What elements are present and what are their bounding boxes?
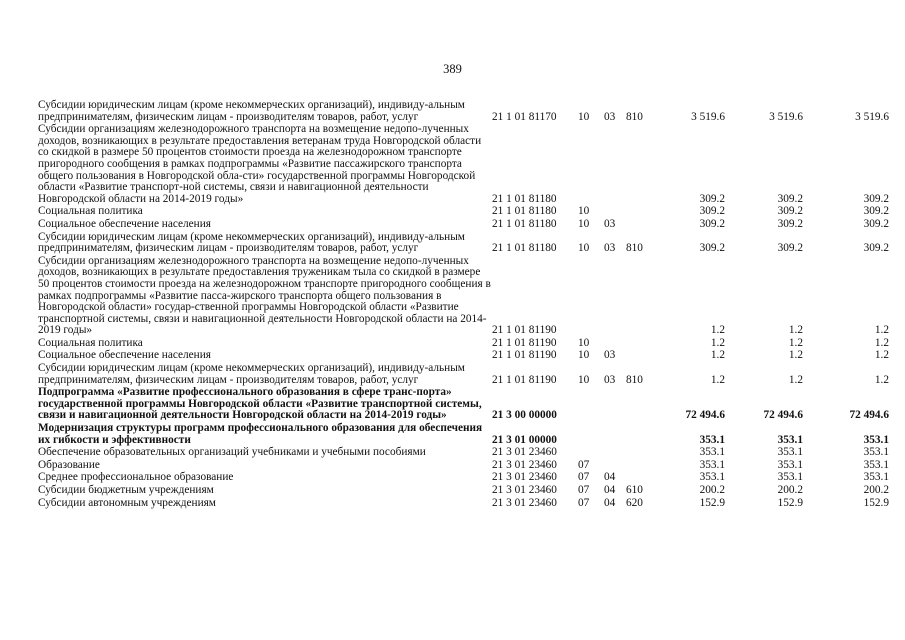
expense-type-code	[626, 205, 653, 218]
subsection-code	[604, 446, 626, 459]
amount-year-2: 3 519.6	[769, 110, 803, 123]
table-row	[38, 218, 889, 231]
expense-type-code: 810	[626, 110, 643, 123]
row-description: Среднее профессиональное образование	[38, 471, 234, 484]
row-description: Социальное обеспечение населения	[38, 349, 211, 362]
table-row	[38, 422, 889, 446]
amount-year-3: 309.2	[863, 242, 889, 255]
section-code: 10	[578, 217, 590, 230]
amount-year-3: 1.2	[874, 336, 889, 349]
row-description: Образование	[38, 458, 100, 471]
section-code	[578, 446, 604, 459]
table-row	[38, 231, 889, 255]
expense-type-code	[626, 422, 653, 446]
amount-year-3: 353.1	[863, 433, 889, 446]
expense-type-code	[626, 471, 653, 484]
amount-year-1: 1.2	[710, 349, 725, 362]
subsection-code: 04	[604, 471, 616, 484]
budget-table	[38, 100, 889, 509]
expense-type-code	[626, 255, 653, 337]
subsection-code	[604, 255, 626, 337]
section-code	[578, 422, 604, 446]
table-row	[38, 497, 889, 510]
amount-year-3: 353.1	[863, 458, 889, 471]
table-row	[38, 484, 889, 497]
amount-year-3: 1.2	[874, 373, 889, 386]
amount-year-2: 309.2	[777, 242, 803, 255]
table-row	[38, 386, 889, 422]
subsection-code	[604, 386, 626, 422]
expense-type-code	[626, 218, 653, 231]
amount-year-2: 152.9	[777, 496, 803, 509]
section-code: 07	[578, 496, 590, 509]
amount-year-3: 3 519.6	[855, 110, 889, 123]
amount-year-1: 3 519.6	[691, 110, 725, 123]
amount-year-1: 200.2	[699, 484, 725, 496]
expense-type-code	[626, 349, 653, 362]
section-code: 07	[578, 484, 590, 496]
subsection-code: 03	[604, 110, 616, 123]
target-code: 21 3 01 23460	[492, 471, 557, 484]
expense-type-code: 810	[626, 242, 643, 255]
row-description: Социальная политика	[38, 205, 143, 218]
page-number: 389	[443, 62, 462, 76]
amount-year-3: 309.2	[863, 205, 889, 218]
subsection-code	[604, 459, 626, 472]
amount-year-2: 1.2	[788, 373, 803, 386]
subsection-code: 03	[604, 349, 616, 362]
expense-type-code: 610	[626, 484, 643, 496]
section-code: 10	[578, 336, 590, 349]
amount-year-3: 353.1	[863, 471, 889, 484]
target-code: 21 1 01 81180	[492, 217, 557, 230]
expense-type-code	[626, 386, 653, 422]
subsection-code: 03	[604, 373, 616, 386]
section-code: 07	[578, 458, 590, 471]
row-description: Подпрограмма «Развитие профессионального образования в сфере транс-порта» государственной программы Новгородской области «Развитие транспортной системы, связи и навигационной деятельности Новгородской области на 2014-2019 годы»	[38, 386, 482, 422]
amount-year-2: 353.1	[777, 446, 803, 459]
target-code: 21 3 01 00000	[492, 433, 557, 446]
section-code: 10	[578, 373, 590, 386]
subsection-code: 03	[604, 242, 616, 255]
amount-year-2: 309.2	[777, 217, 803, 230]
amount-year-2: 353.1	[777, 433, 803, 446]
target-code: 21 3 01 23460	[492, 458, 557, 471]
section-code: 07	[578, 471, 590, 484]
amount-year-1: 1.2	[710, 336, 725, 349]
table-row	[38, 205, 889, 218]
table-row	[38, 362, 889, 386]
amount-year-1: 309.2	[699, 217, 725, 230]
target-code: 21 1 01 81180	[492, 192, 557, 205]
amount-year-1: 1.2	[710, 324, 725, 337]
subsection-code: 03	[604, 217, 616, 230]
table-row	[38, 446, 889, 459]
amount-year-2: 72 494.6	[763, 409, 803, 422]
table-row	[38, 255, 889, 337]
subsection-code: 04	[604, 484, 616, 496]
table-row	[38, 471, 889, 484]
target-code: 21 1 01 81190	[492, 349, 557, 362]
expense-type-code	[626, 123, 653, 205]
subsection-code	[604, 422, 626, 446]
table-row	[38, 349, 889, 362]
target-code: 21 3 00 00000	[492, 409, 557, 422]
section-code	[578, 386, 604, 422]
amount-year-1: 353.1	[699, 471, 725, 484]
amount-year-2: 1.2	[788, 336, 803, 349]
amount-year-1: 353.1	[699, 458, 725, 471]
amount-year-1: 152.9	[699, 496, 725, 509]
target-code: 21 1 01 81190	[492, 373, 557, 386]
table-row	[38, 459, 889, 472]
table-row	[38, 100, 889, 123]
amount-year-3: 309.2	[863, 192, 889, 205]
subsection-code	[604, 205, 626, 218]
amount-year-2: 309.2	[777, 192, 803, 205]
expense-type-code	[626, 459, 653, 472]
amount-year-1: 309.2	[699, 242, 725, 255]
expense-type-code	[626, 446, 653, 459]
target-code: 21 1 01 81170	[492, 110, 557, 123]
target-code: 21 1 01 81180	[492, 205, 557, 218]
amount-year-3: 1.2	[874, 324, 889, 337]
subsection-code: 04	[604, 496, 616, 509]
row-description: Субсидии организациям железнодорожного транспорта на возмещение недопо-лученных доходов, возникающих в результате предоставления ветеранам труда Новгородской области со скидкой в размере 50 процентов стоимости проезда на железнодорожном транспорте пригородного сообщения в рамках подпрограммы «Развитие пассажирского транспорта общего пользования в Новгородской обла-сти» государственной программы Новгородской области «Развитие транспорт-ной системы, связи и навигационной деятельности Новгородской области на 2014-2019 годы»	[38, 123, 482, 205]
amount-year-1: 309.2	[699, 205, 725, 218]
target-code: 21 3 01 23460	[492, 484, 557, 496]
subsection-code	[604, 123, 626, 205]
target-code: 21 1 01 81190	[492, 324, 557, 337]
target-code: 21 3 01 23460	[492, 446, 557, 459]
expense-type-code: 810	[626, 373, 643, 386]
expense-type-code	[626, 337, 653, 350]
target-code: 21 3 01 23460	[492, 496, 557, 509]
section-code	[578, 123, 604, 205]
amount-year-2: 1.2	[788, 324, 803, 337]
table-row	[38, 123, 889, 205]
amount-year-2: 200.2	[777, 484, 803, 496]
row-description: Обеспечение образовательных организаций учебниками и учебными пособиями	[38, 446, 426, 459]
subsection-code	[604, 337, 626, 350]
target-code: 21 1 01 81190	[492, 336, 557, 349]
section-code: 10	[578, 205, 590, 218]
amount-year-2: 353.1	[777, 471, 803, 484]
section-code: 10	[578, 349, 590, 362]
row-description: Субсидии автономным учреждениям	[38, 496, 216, 509]
table-row	[38, 337, 889, 350]
row-description: Социальное обеспечение населения	[38, 217, 211, 230]
section-code	[578, 255, 604, 337]
row-description: Субсидии юридическим лицам (кроме некоммерческих организаций), индивиду-альным предпринимателям, физическим лицам - производителям товаров, работ, услуг	[38, 362, 465, 386]
expense-type-code: 620	[626, 496, 643, 509]
amount-year-2: 309.2	[777, 205, 803, 218]
amount-year-2: 1.2	[788, 349, 803, 362]
row-description: Субсидии юридическим лицам (кроме некоммерческих организаций), индивиду-альным предпринимателям, физическим лицам - производителям товаров, работ, услуг	[38, 230, 465, 255]
amount-year-1: 1.2	[710, 373, 725, 386]
amount-year-1: 353.1	[699, 446, 725, 459]
row-description: Модернизация структуры программ профессионального образования для обеспечения их гибкости и эффективности	[38, 422, 483, 446]
amount-year-3: 72 494.6	[849, 409, 889, 422]
amount-year-3: 152.9	[863, 496, 889, 509]
amount-year-1: 72 494.6	[685, 409, 725, 422]
row-description: Социальная политика	[38, 336, 143, 349]
amount-year-3: 353.1	[863, 446, 889, 459]
amount-year-3: 200.2	[863, 484, 889, 496]
row-description: Субсидии организациям железнодорожного транспорта на возмещение недопо-лученных доходов, возникающих в результате предоставления труженикам тыла со скидкой в размере 50 процентов стоимости проезда на железнодорожном транспорте пригородного сообщения в рамках подпрограммы «Развитие пасса-жирского транспорта общего пользования в Новгородской области» государ-ственной программы Новгородской области «Развитие транспортной системы, связи и навигационной деятельности Новгородской области на 2014-2019 годы»	[38, 254, 491, 337]
amount-year-3: 309.2	[863, 217, 889, 230]
amount-year-1: 353.1	[699, 433, 725, 446]
amount-year-1: 309.2	[699, 192, 725, 205]
amount-year-3: 1.2	[874, 349, 889, 362]
section-code: 10	[578, 242, 590, 255]
target-code: 21 1 01 81180	[492, 242, 557, 255]
row-description: Субсидии юридическим лицам (кроме некоммерческих организаций), индивиду-альным предпринимателям, физическим лицам - производителям товаров, работ, услуг	[38, 99, 465, 123]
section-code: 10	[578, 110, 590, 123]
amount-year-2: 353.1	[777, 458, 803, 471]
row-description: Субсидии бюджетным учреждениям	[38, 484, 214, 496]
